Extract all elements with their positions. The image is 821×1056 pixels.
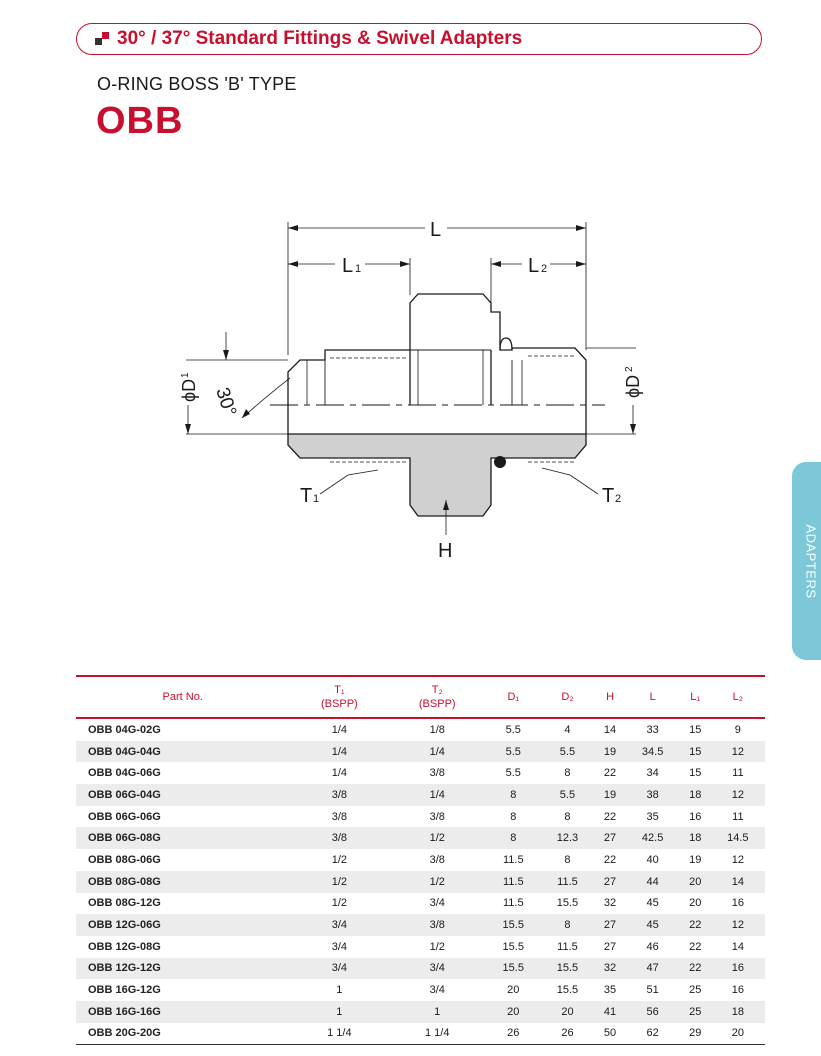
- table-cell-h: 32: [603, 897, 617, 910]
- table-cell-l: 46: [646, 940, 659, 953]
- table-cell-h: 41: [595, 1001, 626, 1023]
- table-cell-d2: 4: [564, 723, 571, 736]
- table-cell-l: 45: [626, 914, 680, 936]
- column-header-label: D₂: [561, 691, 574, 703]
- table-row: [76, 1023, 765, 1045]
- table-cell-d1: 11.5: [502, 897, 524, 910]
- column-header-label: L₁: [690, 691, 701, 703]
- thread-T1-label: T: [300, 485, 313, 507]
- column-header-label: H: [606, 691, 615, 703]
- table-cell-h: 22: [603, 767, 617, 780]
- table-cell-h: 14: [603, 723, 617, 736]
- table-cell-l1: 25: [680, 1001, 711, 1023]
- table-cell-t1: 1/4: [331, 767, 347, 780]
- product-subtitle: O-RING BOSS 'B' TYPE: [97, 74, 297, 94]
- table-cell-h: 27: [595, 827, 626, 849]
- table-cell-t2: 1: [388, 1001, 486, 1023]
- table-cell-t1: 1/2: [290, 871, 388, 893]
- table-cell-l1: 20: [680, 871, 711, 893]
- table-cell-part-no: OBB 06G-08G: [76, 827, 290, 849]
- dim-L-label: L: [430, 219, 442, 241]
- table-cell-t2: 3/8: [429, 810, 445, 823]
- table-cell-d2: 15.5: [556, 984, 579, 997]
- table-cell-part-no: OBB 12G-08G: [88, 940, 161, 953]
- svg-text:1: 1: [355, 263, 362, 275]
- table-row: [76, 958, 765, 980]
- thread-T2-label: T: [602, 485, 615, 507]
- table-cell-d1: 8: [486, 827, 540, 849]
- table-cell-l2: 14: [711, 871, 765, 893]
- table-cell-d2: 8: [564, 810, 571, 823]
- section-header: [76, 23, 762, 55]
- dim-D2-label: ϕD: [623, 374, 643, 398]
- table-cell-d1: 8: [510, 810, 517, 823]
- table-row: [76, 827, 765, 849]
- table-cell-part-no: OBB 06G-04G: [76, 784, 290, 806]
- table-cell-l2: 12: [711, 914, 765, 936]
- table-cell-l2: 16: [731, 984, 744, 997]
- table-row: [76, 849, 765, 871]
- table-row: [76, 936, 765, 958]
- table-cell-d1: 26: [486, 1023, 540, 1045]
- svg-text:2: 2: [615, 493, 622, 505]
- column-header-l1: [680, 676, 711, 718]
- table-cell-t1: 1: [336, 984, 343, 997]
- fitting-drawing: [150, 200, 670, 580]
- table-cell-h: 19: [595, 741, 626, 763]
- table-cell-l2: 9: [734, 723, 741, 736]
- column-header-label: T₁: [334, 684, 345, 696]
- table-cell-l1: 16: [689, 810, 702, 823]
- column-header-label: L: [649, 691, 656, 703]
- table-body: [76, 718, 765, 1045]
- table-cell-t2: 1/4: [388, 784, 486, 806]
- table-cell-l: 62: [626, 1023, 680, 1045]
- svg-text:2: 2: [624, 366, 635, 372]
- table-cell-t1: 3/8: [290, 784, 388, 806]
- column-header-label: L₂: [732, 691, 744, 703]
- table-cell-l2: 20: [711, 1023, 765, 1045]
- table-cell-d2: 8: [564, 853, 571, 866]
- table-cell-d1: 5.5: [505, 767, 521, 780]
- table-cell-l2: 16: [731, 897, 744, 910]
- table-cell-l1: 15: [689, 767, 702, 780]
- table-cell-t1: 3/4: [290, 914, 388, 936]
- table-row: [76, 718, 765, 741]
- column-header-sublabel: (BSPP): [418, 698, 456, 710]
- table-row: [76, 784, 765, 806]
- table-cell-d1: 20: [486, 1001, 540, 1023]
- brand-squares-icon: [95, 32, 109, 46]
- product-code: OBB: [96, 100, 184, 142]
- table-cell-part-no: OBB 06G-06G: [88, 810, 161, 823]
- table-cell-t2: 3/8: [388, 914, 486, 936]
- dim-L1-label: L: [342, 255, 354, 277]
- table-cell-h: 35: [603, 984, 617, 997]
- table-cell-l1: 15: [689, 723, 702, 736]
- table-cell-l2: 14.5: [711, 827, 765, 849]
- table-cell-t2: 3/4: [429, 897, 445, 910]
- table-cell-h: 27: [595, 914, 626, 936]
- table-cell-l2: 16: [711, 958, 765, 980]
- table-cell-d1: 8: [486, 784, 540, 806]
- table-cell-t1: 3/4: [290, 958, 388, 980]
- table-cell-part-no: OBB 08G-12G: [88, 897, 161, 910]
- table-cell-part-no: OBB 12G-12G: [76, 958, 290, 980]
- table-cell-t1: 3/8: [290, 827, 388, 849]
- table-cell-t1: 1 1/4: [290, 1023, 388, 1045]
- table-cell-l1: 25: [689, 984, 702, 997]
- table-row: [76, 741, 765, 763]
- table-cell-t2: 1/4: [388, 741, 486, 763]
- table-cell-l1: 22: [689, 940, 702, 953]
- table-row: [76, 762, 765, 784]
- table-cell-d2: 8: [564, 767, 571, 780]
- table-cell-l1: 22: [680, 914, 711, 936]
- dim-H-label: H: [438, 540, 453, 562]
- table-cell-l2: 11: [732, 767, 744, 780]
- table-cell-l1: 20: [689, 897, 702, 910]
- table-cell-t1: 1: [290, 1001, 388, 1023]
- table-cell-t2: 1/2: [388, 827, 486, 849]
- table-cell-l: 44: [626, 871, 680, 893]
- table-cell-l: 47: [626, 958, 680, 980]
- table-cell-t2: 3/8: [429, 767, 445, 780]
- svg-text:1: 1: [313, 493, 320, 505]
- table-cell-part-no: OBB 16G-16G: [76, 1001, 290, 1023]
- table-cell-l: 40: [646, 853, 659, 866]
- table-cell-d1: 20: [507, 984, 520, 997]
- table-cell-t1: 1/4: [331, 723, 347, 736]
- table-cell-t1: 1/2: [331, 897, 347, 910]
- table-cell-l1: 18: [680, 827, 711, 849]
- table-cell-part-no: OBB 16G-12G: [88, 984, 161, 997]
- table-cell-l2: 18: [711, 1001, 765, 1023]
- table-row: [76, 871, 765, 893]
- table-cell-t2: 3/4: [388, 958, 486, 980]
- table-cell-h: 22: [603, 853, 617, 866]
- table-cell-d1: 11.5: [486, 871, 540, 893]
- column-header-part-no: [76, 676, 290, 718]
- table-cell-h: 19: [595, 784, 626, 806]
- table-cell-d1: 15.5: [486, 958, 540, 980]
- table-cell-d1: 11.5: [502, 853, 524, 866]
- column-header-t1: [290, 676, 388, 718]
- table-cell-d2: 20: [540, 1001, 594, 1023]
- table-row: [76, 979, 765, 1001]
- table-cell-l1: 19: [689, 853, 702, 866]
- table-cell-part-no: OBB 04G-06G: [88, 767, 161, 780]
- table-cell-d1: 5.5: [486, 741, 540, 763]
- spec-table: [76, 675, 765, 1045]
- table-cell-part-no: OBB 08G-06G: [88, 853, 161, 866]
- table-cell-l: 51: [646, 984, 659, 997]
- section-title: 30° / 37° Standard Fittings & Swivel Adapters: [117, 28, 523, 49]
- column-header-l: [626, 676, 680, 718]
- table-cell-d1: 5.5: [505, 723, 521, 736]
- table-cell-l: 42.5: [626, 827, 680, 849]
- table-cell-l1: 15: [680, 741, 711, 763]
- table-cell-d2: 11.5: [540, 871, 594, 893]
- column-header-label: Part No.: [162, 691, 203, 703]
- table-cell-t2: 3/4: [429, 984, 445, 997]
- table-row: [76, 806, 765, 828]
- table-row: [76, 893, 765, 915]
- table-cell-l: 56: [626, 1001, 680, 1023]
- table-cell-l: 45: [646, 897, 659, 910]
- table-cell-h: 22: [603, 810, 617, 823]
- table-cell-d1: 15.5: [486, 914, 540, 936]
- table-cell-l2: 12: [731, 853, 744, 866]
- table-cell-t2: 1/2: [388, 871, 486, 893]
- svg-text:1: 1: [180, 372, 191, 378]
- table-cell-l2: 11: [732, 810, 744, 823]
- table-cell-l: 34.5: [626, 741, 680, 763]
- table-cell-part-no: OBB 08G-08G: [76, 871, 290, 893]
- table-row: [76, 914, 765, 936]
- column-header-d2: [540, 676, 594, 718]
- table-cell-h: 50: [595, 1023, 626, 1045]
- table-cell-part-no: OBB 20G-20G: [76, 1023, 290, 1045]
- angle-label: 30°: [211, 385, 241, 419]
- table-cell-t2: 3/8: [429, 853, 445, 866]
- table-cell-d2: 15.5: [540, 958, 594, 980]
- table-cell-l: 34: [646, 767, 659, 780]
- table-cell-l2: 14: [731, 940, 744, 953]
- table-cell-t2: 1/2: [429, 940, 445, 953]
- column-header-l2: [711, 676, 765, 718]
- table-cell-part-no: OBB 04G-02G: [88, 723, 161, 736]
- table-cell-d2: 8: [540, 914, 594, 936]
- svg-text:2: 2: [541, 263, 548, 275]
- table-cell-part-no: OBB 04G-04G: [76, 741, 290, 763]
- table-cell-l2: 12: [711, 741, 765, 763]
- dim-D1-label: ϕD: [179, 378, 199, 402]
- table-cell-part-no: OBB 12G-06G: [76, 914, 290, 936]
- table-header-row: [76, 676, 765, 718]
- column-header-sublabel: (BSPP): [321, 698, 358, 710]
- table-cell-l1: 18: [680, 784, 711, 806]
- table-cell-l: 35: [646, 810, 659, 823]
- table-cell-d2: 5.5: [540, 784, 594, 806]
- table-cell-d2: 15.5: [556, 897, 579, 910]
- table-cell-d2: 12.3: [540, 827, 594, 849]
- table-cell-d2: 5.5: [540, 741, 594, 763]
- table-cell-h: 27: [595, 871, 626, 893]
- table-cell-l1: 22: [680, 958, 711, 980]
- table-cell-l1: 29: [680, 1023, 711, 1045]
- dim-L2-label: L: [528, 255, 540, 277]
- table-cell-l: 38: [626, 784, 680, 806]
- table-cell-d2: 11.5: [557, 940, 578, 953]
- table-cell-l: 33: [646, 723, 659, 736]
- column-header-label: D₁: [507, 691, 520, 703]
- table-cell-d1: 15.5: [502, 940, 524, 953]
- column-header-label: T₂: [431, 684, 443, 696]
- table-cell-t1: 3/8: [331, 810, 347, 823]
- table-cell-t2: 1 1/4: [388, 1023, 486, 1045]
- column-header-h: [595, 676, 626, 718]
- table-cell-t1: 1/2: [331, 853, 347, 866]
- table-cell-t1: 3/4: [331, 940, 347, 953]
- table-cell-h: 27: [603, 940, 617, 953]
- table-cell-l2: 12: [711, 784, 765, 806]
- table-cell-h: 32: [595, 958, 626, 980]
- table-row: [76, 1001, 765, 1023]
- table-cell-d2: 26: [540, 1023, 594, 1045]
- column-header-t2: [388, 676, 486, 718]
- column-header-d1: [486, 676, 540, 718]
- table-cell-t2: 1/8: [429, 723, 445, 736]
- table-cell-t1: 1/4: [290, 741, 388, 763]
